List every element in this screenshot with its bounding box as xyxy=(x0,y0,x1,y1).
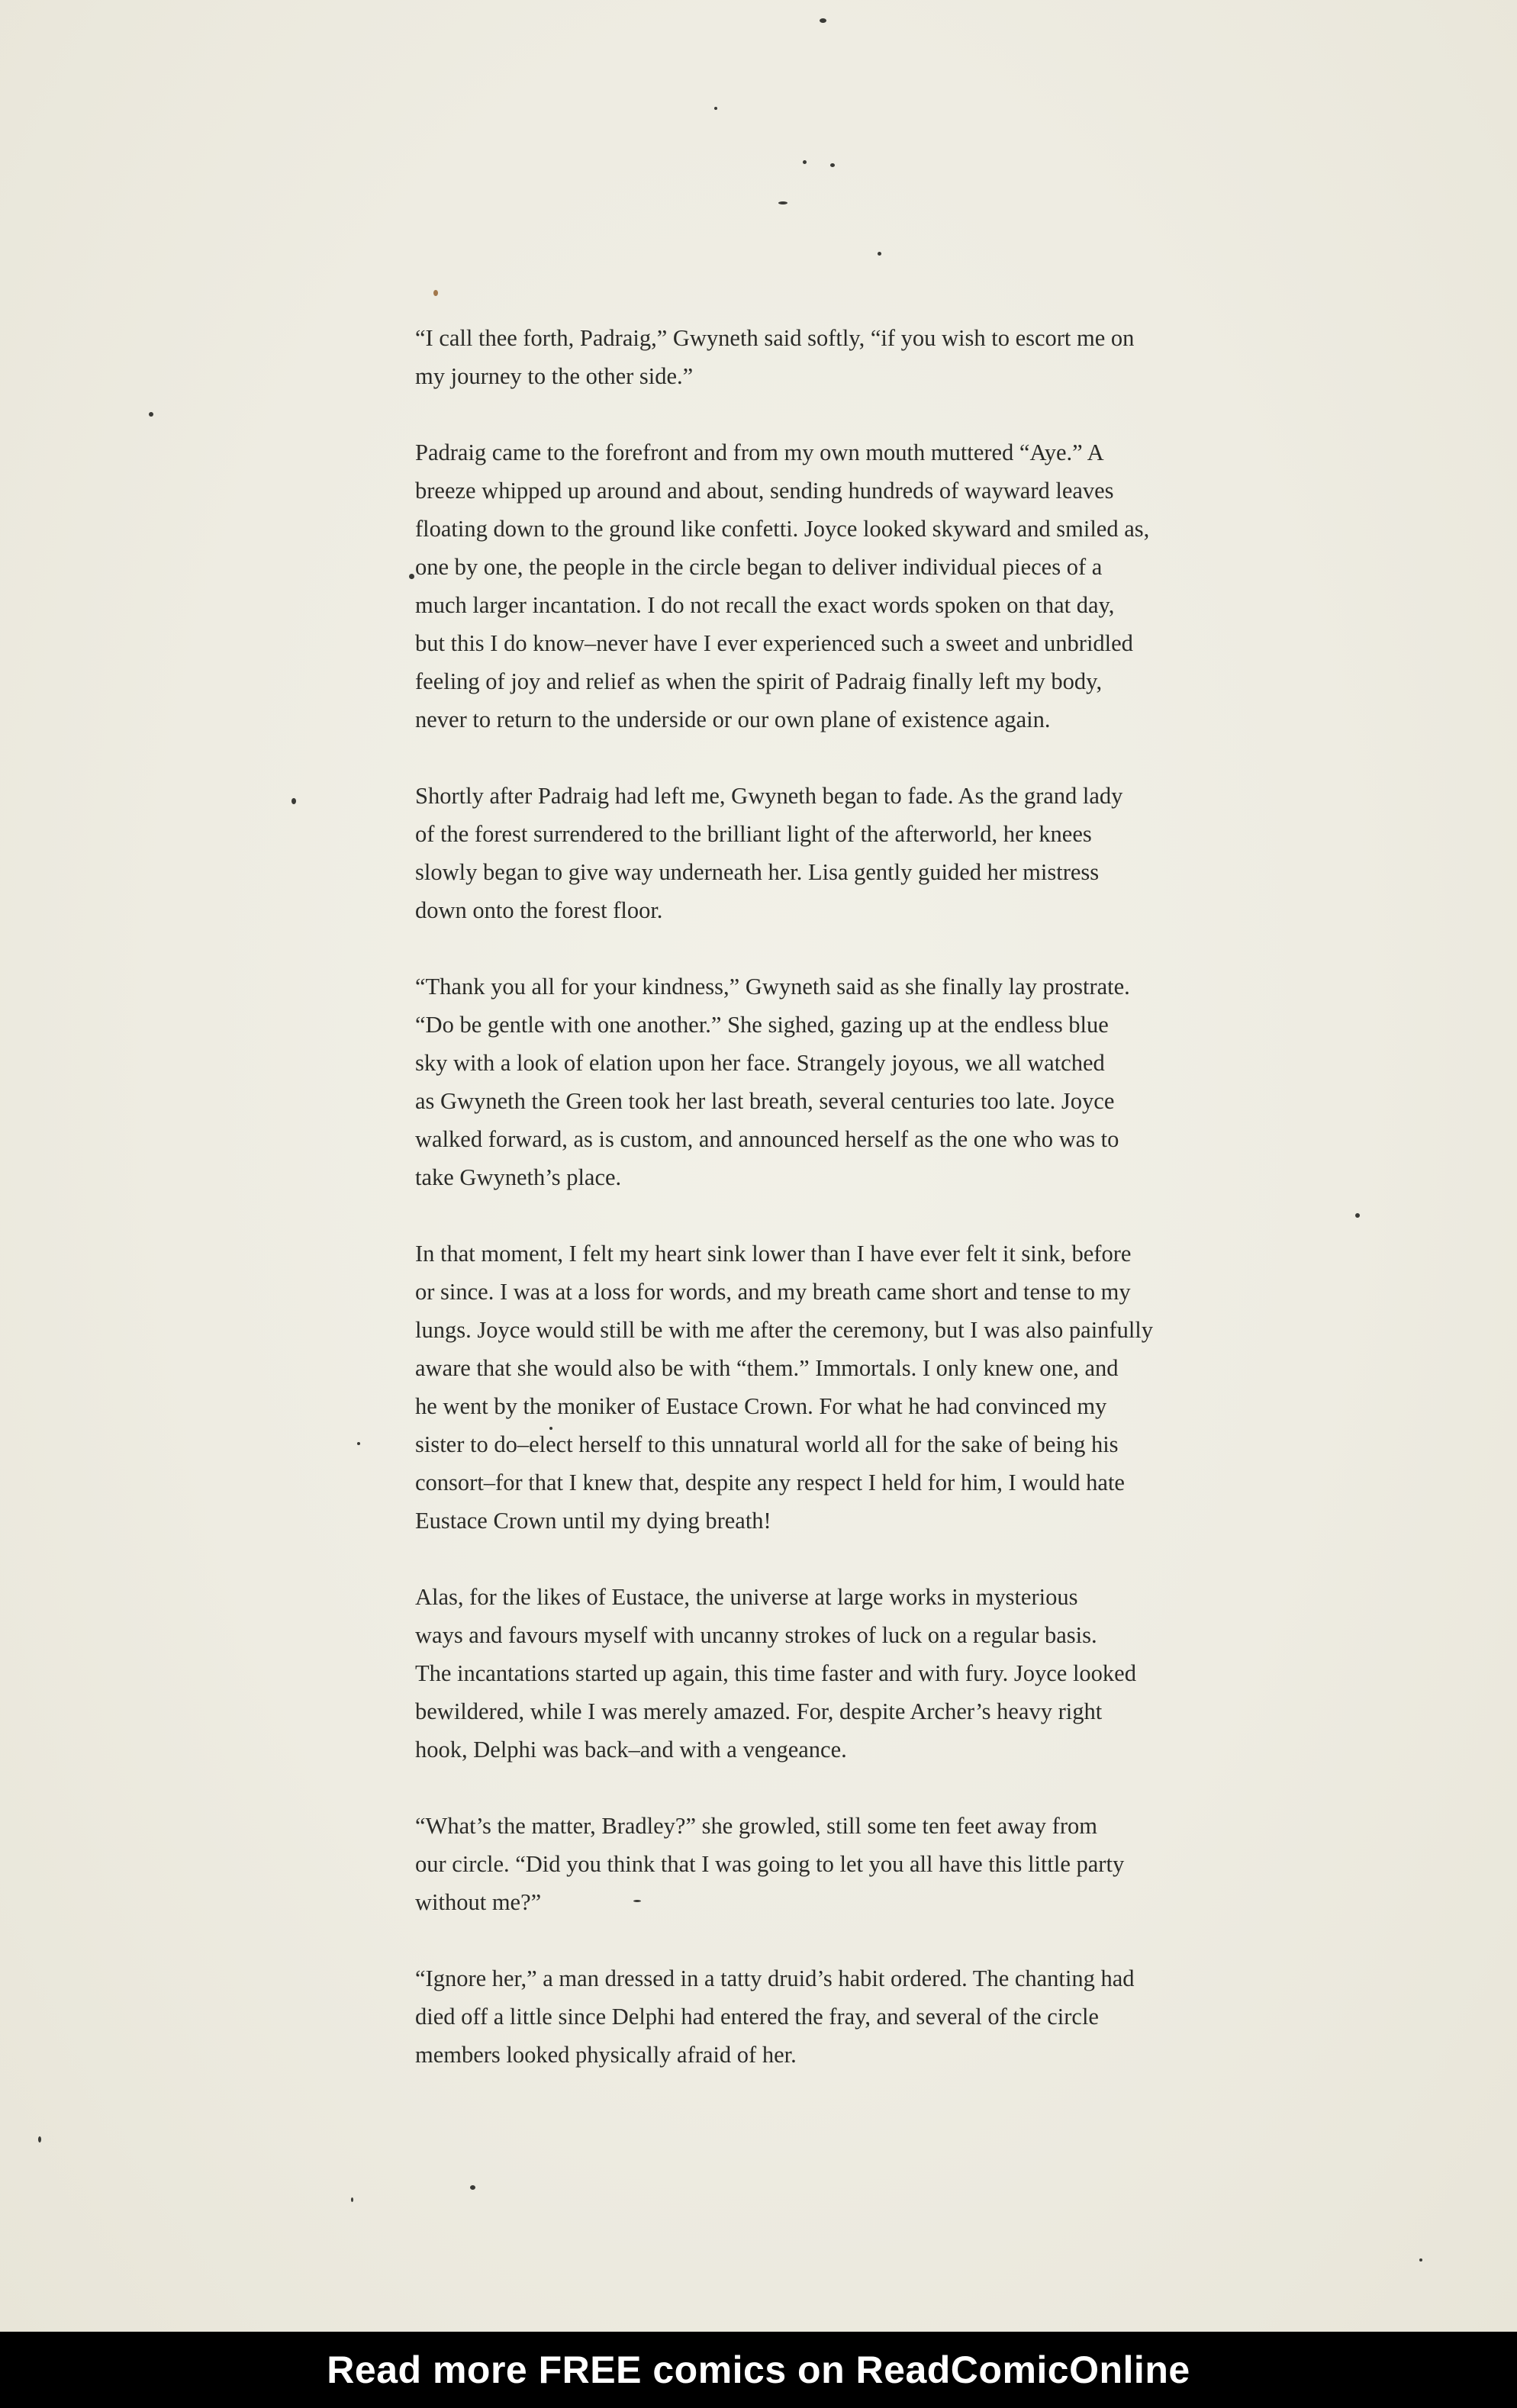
story-paragraph-4: “Thank you all for your kindness,” Gwyneth said as she finally lay prostrate. “Do be gentle with one another.” She sighed, gazing up at the endless blue sky with a look of elation upon her face. Strangely joyous, we all watched as Gwyneth the Green took her last breath, several centuries too late. Joyce walked forward, as is custom, and announced herself as the one who was to take Gwyneth’s place. xyxy=(415,974,1130,1190)
paper-speck xyxy=(1419,2258,1422,2262)
paper-speck xyxy=(291,798,296,804)
paper-speck xyxy=(830,163,835,167)
story-text-column xyxy=(415,319,1239,2112)
paper-speck xyxy=(351,2197,353,2202)
paper-speck xyxy=(878,252,881,256)
paper-speck xyxy=(38,2136,41,2142)
paper-speck xyxy=(470,2185,475,2190)
paper-speck xyxy=(149,412,153,417)
paper-speck xyxy=(820,18,826,23)
story-paragraph-5: In that moment, I felt my heart sink lower than I have ever felt it sink, before or since. I was at a loss for words, and my breath came short and tense to my lungs. Joyce would still be with me after the ceremony, but I was also painfully aware that she would also be with “them.” Immortals. I only knew one, and he went by the moniker of Eustace Crown. For what he had convinced my sister to do–elect herself to this unnatural world all for the sake of being his consort–for that I knew that, despite any respect I held for him, I would hate Eustace Crown until my dying breath! xyxy=(415,1241,1154,1534)
paper-speck xyxy=(714,107,717,110)
paper-speck xyxy=(803,160,807,164)
story-paragraph-1: “I call thee forth, Padraig,” Gwyneth said softly, “if you wish to escort me on my journey to the other side.” xyxy=(415,325,1135,389)
paper-speck xyxy=(433,290,438,296)
story-paragraph-3: Shortly after Padraig had left me, Gwyneth began to fade. As the grand lady of the forest surrendered to the brilliant light of the afterworld, her knees slowly began to give way underneath her. Lisa gently guided her mistress down onto the forest floor. xyxy=(415,783,1123,923)
paper-speck xyxy=(778,201,787,204)
story-paragraph-7: “What’s the matter, Bradley?” she growled, still some ten feet away from our circle. “Did you think that I was going to let you all have this little party without me?” xyxy=(415,1813,1125,1915)
promo-banner[interactable] xyxy=(0,2332,1517,2408)
promo-banner-text[interactable]: Read more FREE comics on ReadComicOnline xyxy=(327,2348,1190,2391)
paper-speck xyxy=(1355,1213,1360,1218)
paper-speck xyxy=(409,574,414,579)
paper-speck xyxy=(357,1442,360,1445)
story-paragraph-6: Alas, for the likes of Eustace, the universe at large works in mysterious ways and favours myself with uncanny strokes of luck on a regular basis. The incantations started up again, this time faster and with fury. Joyce looked bewildered, while I was merely amazed. For, despite Archer’s heavy right hook, Delphi was back–and with a vengeance. xyxy=(415,1584,1136,1763)
story-paragraph-8: “Ignore her,” a man dressed in a tatty druid’s habit ordered. The chanting had died off a little since Delphi had entered the fray, and several of the circle members looked physically afraid of her. xyxy=(415,1965,1135,2068)
story-paragraph-2: Padraig came to the forefront and from my own mouth muttered “Aye.” A breeze whipped up around and about, sending hundreds of wayward leaves floating down to the ground like confetti. Joyce looked skyward and smiled as, one by one, the people in the circle began to deliver individual pieces of a much larger incantation. I do not recall the exact words spoken on that day, but this I do know–never have I ever experienced such a sweet and unbridled feeling of joy and relief as when the spirit of Padraig finally left my body, never to return to the underside or our own plane of existence again. xyxy=(415,439,1150,732)
